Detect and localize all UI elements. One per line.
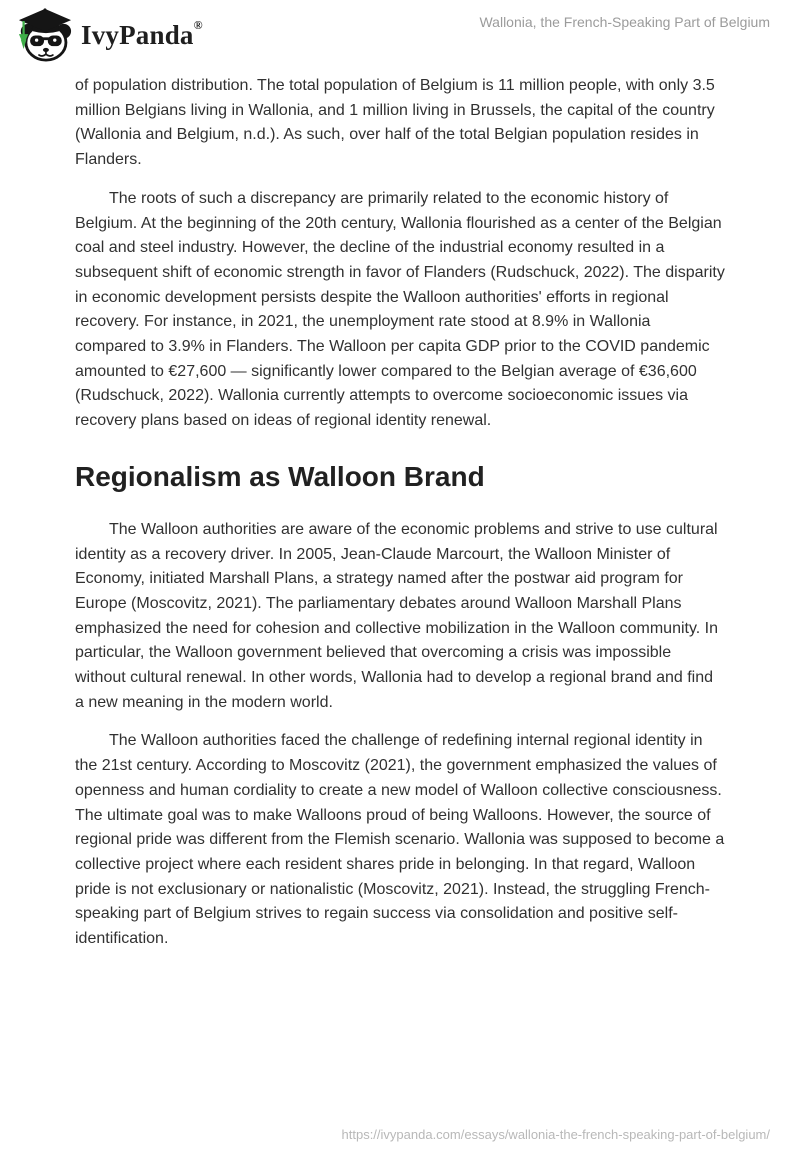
paragraph-population-distribution: of population distribution. The total population of Belgium is 11 million people, with only 3.5 million Belgians living in Wallonia, and 1 million living in Brussels, the capital of the country (Wallonia and Belgium, n.d.). As such, over half of the total Belgian population resides in Flanders. bbox=[75, 77, 715, 169]
registered-trademark-symbol: ® bbox=[193, 18, 203, 33]
essay-body bbox=[0, 70, 800, 952]
source-url: https://ivypanda.com/essays/wallonia-the-french-speaking-part-of-belgium/ bbox=[341, 1127, 770, 1142]
ivypanda-panda-logo-icon bbox=[15, 8, 75, 62]
brand-wordmark bbox=[81, 20, 203, 51]
brand-name: IvyPanda bbox=[81, 19, 194, 50]
section-heading-regionalism: Regionalism as Walloon Brand bbox=[75, 460, 485, 492]
paragraph-economic-history: The roots of such a discrepancy are primarily related to the economic history of Belgium. At the beginning of the 20th century, Wallonia flourished as a center of the Belgian coal and steel industry. However, the decline of the industrial economy resulted in a subsequent shift of economic strength in favor of Flanders (Rudschuck, 2022). The disparity in economic development persists despite the Walloon authorities' efforts in regional recovery. For instance, in 2021, the unemployment rate stood at 8.9% in Wallonia compared to 3.9% in Flanders. The Walloon per capita GDP prior to the COVID pandemic amounted to €27,600 — significantly lower compared to the Belgian average of €36,600 (Rudschuck, 2022). Wallonia currently attempts to overcome socioeconomic issues via recovery plans based on ideas of regional identity renewal. bbox=[75, 189, 725, 430]
paragraph-regional-identity: The Walloon authorities faced the challenge of redefining internal regional identity in the 21st century. According to Moscovitz (2021), the government emphasized the values of openness and human cordiality to create a new model of Walloon collective consciousness. The ultimate goal was to make Walloons proud of being Walloons. However, the source of regional pride was different from the Flemish scenario. Wallonia was supposed to become a collective project where each resident shares pride in belonging. In that regard, Walloon pride is not exclusionary or nationalistic (Moscovitz, 2021). Instead, the struggling French-speaking part of Belgium strives to regain success via consolidation and positive self-identification. bbox=[75, 732, 725, 948]
paragraph-marshall-plans: The Walloon authorities are aware of the economic problems and strive to use cultural identity as a recovery driver. In 2005, Jean-Claude Marcourt, the Walloon Minister of Economy, initiated Marshall Plans, a strategy named after the postwar aid program for Europe (Moscovitz, 2021). The parliamentary debates around Walloon Marshall Plans emphasized the need for cohesion and collective mobilization in the Walloon community. In particular, the Walloon government believed that overcoming a crisis was impossible without cultural renewal. In other words, Wallonia had to develop a regional brand and find a new meaning in the modern world. bbox=[75, 520, 719, 711]
page-header bbox=[0, 0, 800, 70]
document-title: Wallonia, the French-Speaking Part of Belgium bbox=[479, 14, 770, 30]
